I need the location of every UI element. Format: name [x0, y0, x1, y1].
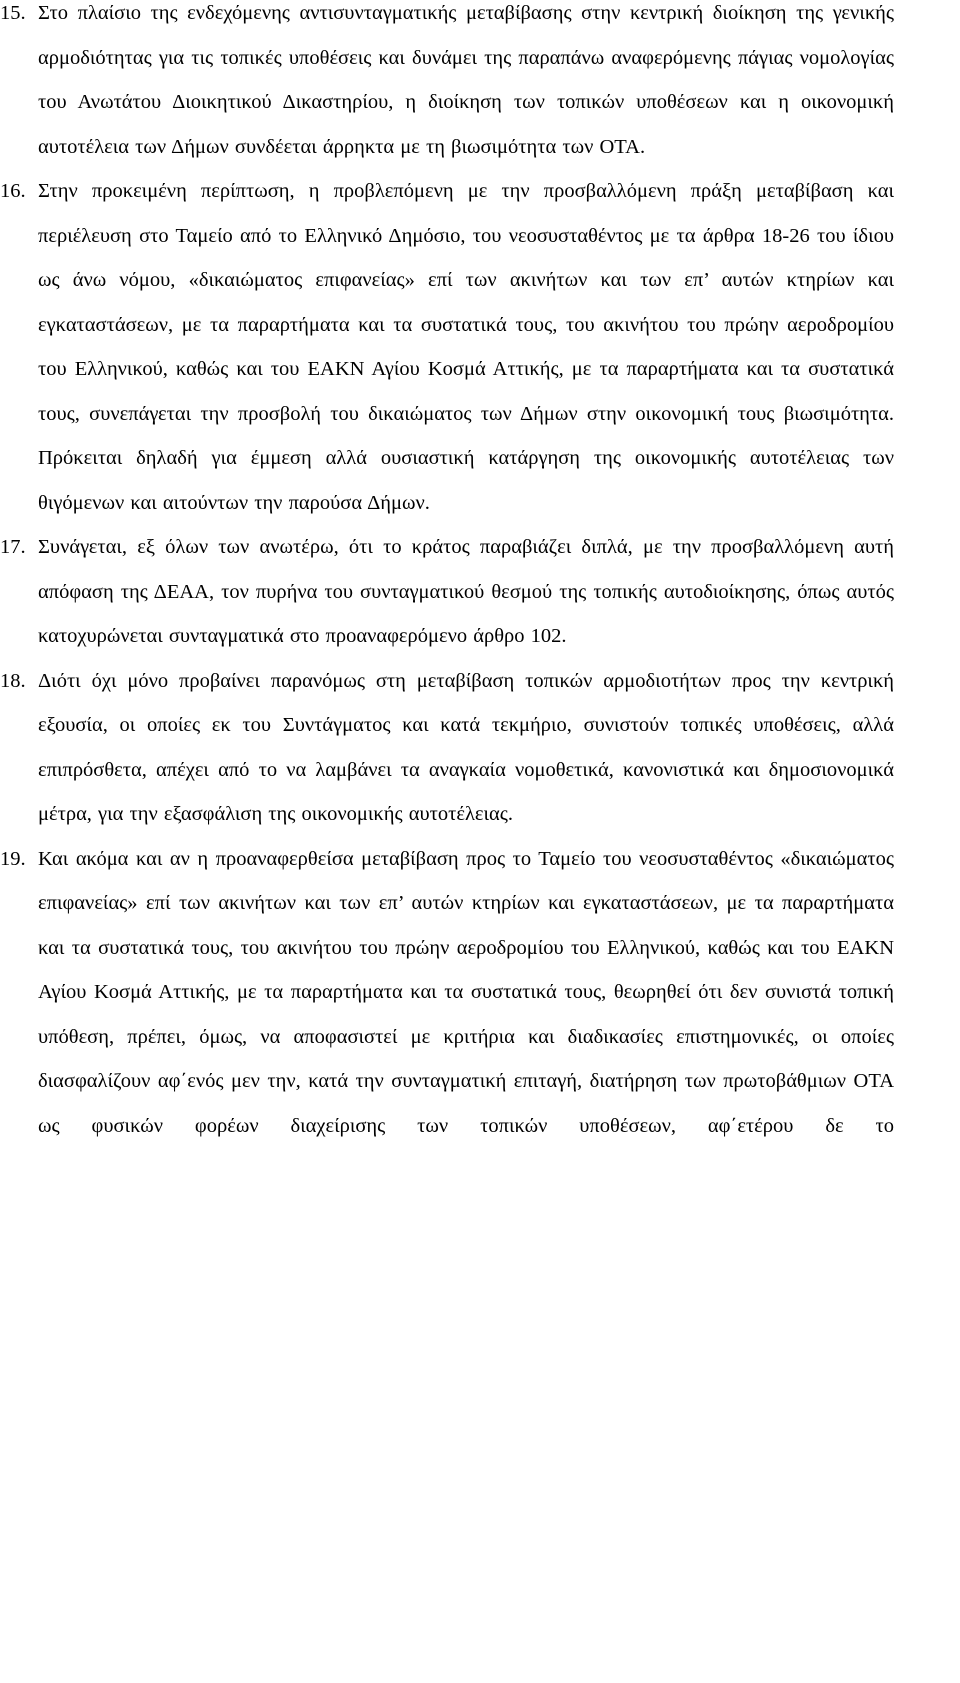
paragraph-text: Στην προκειμένη περίπτωση, η προβλεπόμενη με την προσβαλλόμενη πράξη μεταβίβαση και περιέλευση στο Ταμείο από το Ελληνικό Δημόσιο, του νεοσυσταθέντος με τα άρθρα 18-26 του ίδιου ως άνω νόμου, «δικαιώματος επιφανείας» επί των ακινήτων και των επ’ αυτών κτηρίων και εγκαταστάσεων, με τα παραρτήματα και τα συστατικά τους, του ακινήτου του πρώην αεροδρομίου του Ελληνικού, καθώς και του ΕΑΚΝ Αγίου Κοσμά Αττικής, με τα παραρτήματα και τα συστατικά τους, συνεπάγεται την προσβολή του δικαιώματος των Δήμων στην οικονομική τους βιωσιμότητα. Πρόκειται δηλαδή για έμμεση αλλά ουσιαστική κατάργηση της οικονομικής αυτοτέλειας των θιγόμενων και αιτούντων την παρούσα Δήμων.	[38, 180, 894, 514]
paragraph-number: 19.	[0, 847, 26, 870]
paragraph-16	[0, 169, 894, 525]
paragraph-15	[0, 0, 894, 169]
paragraph-18	[0, 659, 894, 837]
paragraph-text: Στο πλαίσιο της ενδεχόμενης αντισυνταγματικής μεταβίβασης στην κεντρική διοίκηση της γενικής αρμοδιότητας για τις τοπικές υποθέσεις και δυνάμει της παραπάνω αναφερόμενης πάγιας νομολογίας του Ανωτάτου Διοικητικού Δικαστηρίου, η διοίκηση των τοπικών υποθέσεων και η οικονομική αυτοτέλεια των Δήμων συνδέεται άρρηκτα με τη βιωσιμότητα των ΟΤΑ.	[38, 2, 894, 158]
paragraph-number: 18.	[0, 669, 26, 692]
paragraph-text: Και ακόμα και αν η προαναφερθείσα μεταβίβαση προς το Ταμείο του νεοσυσταθέντος «δικαιώματος επιφανείας» επί των ακινήτων και των επ’ αυτών κτηρίων και εγκαταστάσεων, με τα παραρτήματα και τα συστατικά τους, του ακινήτου του πρώην αεροδρομίου του Ελληνικού, καθώς και του ΕΑΚΝ Αγίου Κοσμά Αττικής, με τα παραρτήματα και τα συστατικά τους, θεωρηθεί ότι δεν συνιστά τοπική υπόθεση, πρέπει, όμως, να αποφασιστεί με κριτήρια και διαδικασίες επιστημονικές, οι οποίες διασφαλίζουν αφ΄ενός μεν την, κατά την συνταγματική επιταγή, διατήρηση των πρωτοβάθμιων ΟΤΑ ως φυσικών φορέων διαχείρισης των τοπικών υποθέσεων, αφ΄ετέρου δε το	[38, 847, 894, 1137]
paragraph-19	[0, 837, 894, 1149]
paragraph-text: Διότι όχι μόνο προβαίνει παρανόμως στη μεταβίβαση τοπικών αρμοδιοτήτων προς την κεντρική εξουσία, οι οποίες εκ του Συντάγματος και κατά τεκμήριο, συνιστούν τοπικές υποθέσεις, αλλά επιπρόσθετα, απέχει από το να λαμβάνει τα αναγκαία νομοθετικά, κανονιστικά και δημοσιονομικά μέτρα, για την εξασφάλιση της οικονομικής αυτοτέλειας.	[38, 669, 894, 825]
paragraph-number: 15.	[0, 2, 26, 24]
paragraph-17	[0, 525, 894, 659]
paragraph-number: 16.	[0, 180, 26, 202]
paragraph-text: Συνάγεται, εξ όλων των ανωτέρω, ότι το κράτος παραβιάζει διπλά, με την προσβαλλόμενη αυτή απόφαση της ΔΕΑΑ, τον πυρήνα του συνταγματικού θεσμού της τοπικής αυτοδιοίκησης, όπως αυτός κατοχυρώνεται συνταγματικά στο προαναφερόμενο άρθρο 102.	[38, 536, 894, 647]
paragraph-number: 17.	[0, 536, 26, 558]
